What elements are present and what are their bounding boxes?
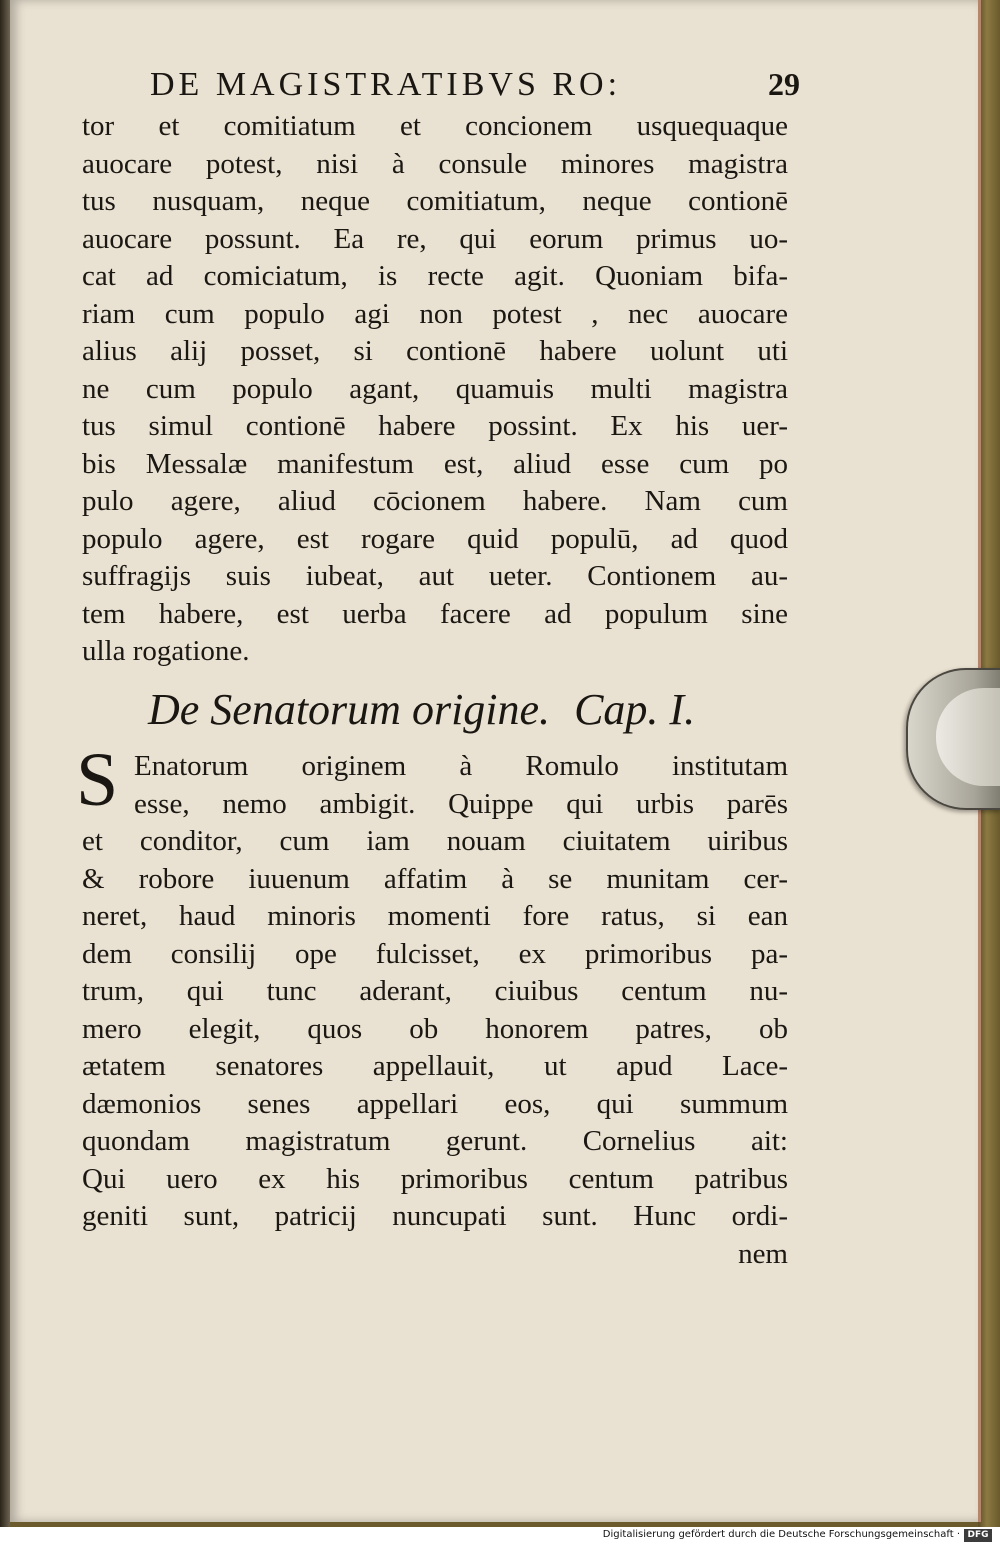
- text-line: geniti sunt, patricij nuncupati sunt. Hunc ordi-: [82, 1200, 788, 1232]
- text-line: ætatem senatores appellauit, ut apud Lace-: [82, 1050, 788, 1082]
- text-line: tus simul contionē habere possint. Ex his uer-: [82, 410, 788, 442]
- text-line: populo agere, est rogare quid populū, ad quod: [82, 522, 788, 555]
- chapter-title: De Senatorum origine.: [148, 685, 551, 734]
- running-title: DE MAGISTRATIBVS RO:: [150, 66, 622, 103]
- text-line: bis Messalæ manifestum est, aliud esse cum po: [82, 447, 788, 480]
- text-block-1: [82, 108, 788, 671]
- text-block-2: [82, 748, 788, 1273]
- text-line: et conditor, cum iam nouam ciuitatem uiribus: [82, 825, 788, 857]
- text-line: auocare potest, nisi à consule minores magistra: [82, 147, 788, 180]
- text-line: & robore iuuenum affatim à se munitam cer-: [82, 862, 788, 895]
- text-line: esse, nemo ambigit. Quippe qui urbis parēs: [134, 787, 788, 820]
- funding-credit: Digitalisierung gefördert durch die Deutsche Forschungsgemeinschaft ·: [602, 1529, 960, 1540]
- drop-capital: S: [76, 738, 119, 822]
- footer-bar: [0, 1527, 1000, 1545]
- text-line: Enatorum originem à Romulo institutam: [134, 750, 788, 782]
- text-line: dem consilij ope fulcisset, ex primoribus pa-: [82, 937, 788, 970]
- page-number: 29: [768, 66, 800, 102]
- catchword: nem: [738, 1237, 788, 1270]
- text-line: trum, qui tunc aderant, ciuibus centum nu-: [82, 975, 788, 1007]
- text-line: quondam magistratum gerunt. Cornelius ait:: [82, 1125, 788, 1157]
- text-line: alius alij posset, si contionē habere uolunt uti: [82, 335, 788, 367]
- text-line: ulla rogatione.: [82, 635, 250, 667]
- text-line: tor et comitiatum et concionem usquequaque: [82, 110, 788, 142]
- chapter-number: Cap. I.: [574, 685, 696, 734]
- chapter-heading: [148, 684, 728, 735]
- text-line: Qui uero ex his primoribus centum patribus: [82, 1162, 788, 1195]
- text-line: tem habere, est uerba facere ad populum sine: [82, 597, 788, 630]
- text-line: mero elegit, quos ob honorem patres, ob: [82, 1012, 788, 1045]
- text-line: tus nusquam, neque comitiatum, neque contionē: [82, 185, 788, 217]
- dfg-logo: DFG: [964, 1529, 992, 1542]
- text-line: ne cum populo agant, quamuis multi magistra: [82, 372, 788, 405]
- text-line: cat ad comiciatum, is recte agit. Quoniam bifa-: [82, 260, 788, 292]
- text-line: dæmonios senes appellari eos, qui summum: [82, 1087, 788, 1120]
- binding-shadow: [0, 0, 10, 1527]
- text-line: neret, haud minoris momenti fore ratus, si ean: [82, 900, 788, 932]
- text-line: suffragijs suis iubeat, aut ueter. Contionem au-: [82, 560, 788, 592]
- running-header: [150, 66, 800, 106]
- text-line: pulo agere, aliud cōcionem habere. Nam cum: [82, 485, 788, 517]
- text-line: auocare possunt. Ea re, qui eorum primus uo-: [82, 222, 788, 255]
- text-line: riam cum populo agi non potest , nec auocare: [82, 297, 788, 330]
